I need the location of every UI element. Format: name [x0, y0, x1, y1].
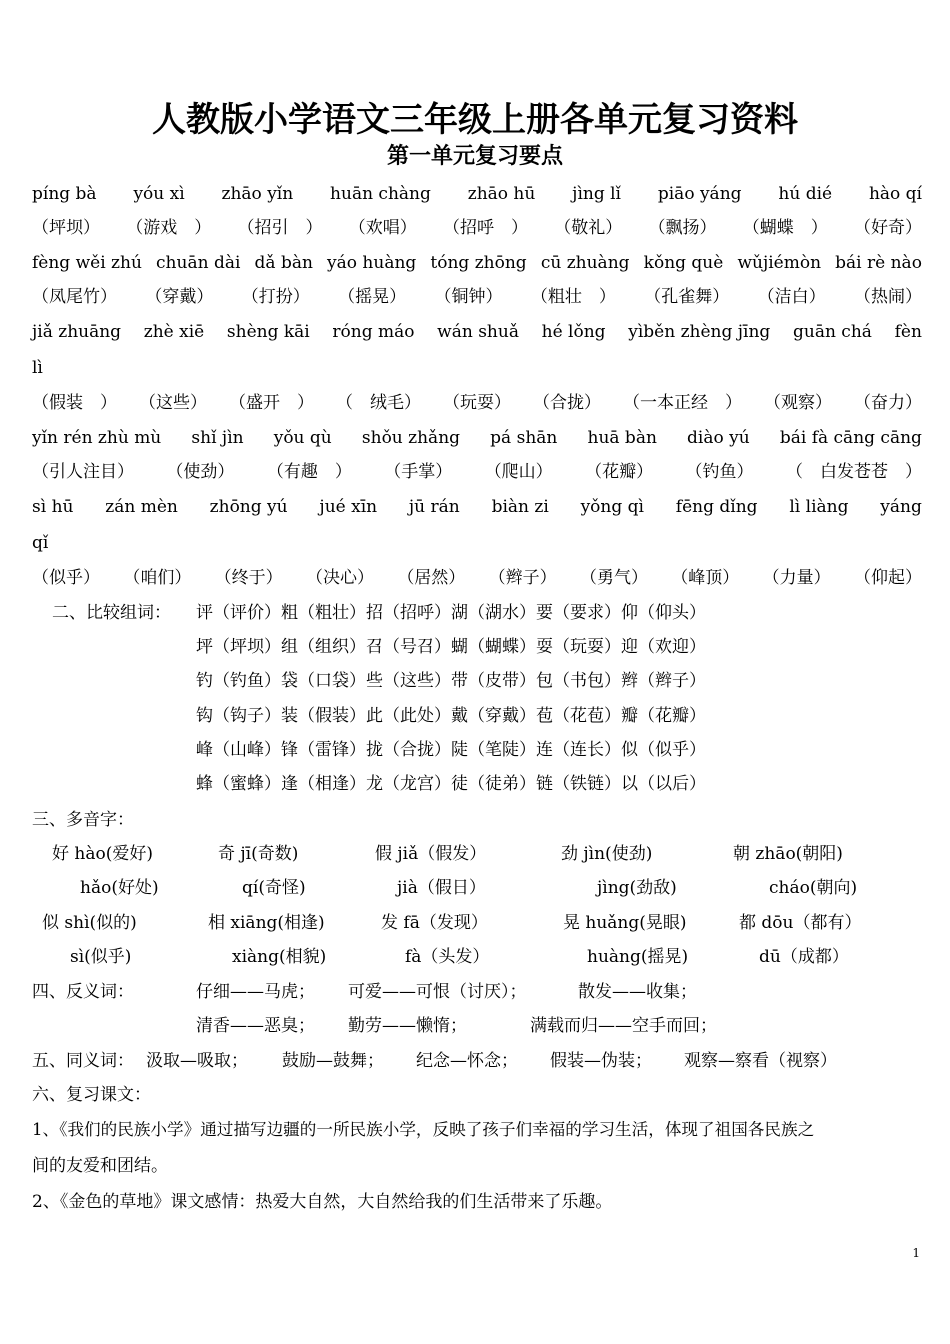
vocab-word: （蝴蝶 ）: [742, 218, 828, 238]
vocab-word: （热闹）: [854, 287, 922, 307]
polyphone-item: huàng(摇晃): [587, 947, 689, 967]
vocab-word: （摇晃）: [338, 287, 407, 307]
review-paragraph: 2、《金色的草地》课文感情：热爱大自然，大自然给我的们生活带来了乐趣。: [32, 1192, 613, 1212]
pinyin-text: fèng wěi zhú: [32, 253, 142, 273]
vocab-word: （铜钟）: [434, 287, 503, 307]
vocab-word: （假装 ）: [32, 393, 117, 413]
vocab-word: （合拢）: [533, 393, 601, 413]
polyphone-item: 朝 zhāo(朝阳): [733, 844, 843, 864]
synonym-item: 鼓励—鼓舞；: [282, 1051, 384, 1071]
pinyin-text: jiǎ zhuāng: [32, 322, 122, 342]
vocab-word: （粗壮 ）: [530, 287, 616, 307]
word-row: [32, 562, 922, 594]
compare-row: 钓（钓鱼）袋（口袋）些（这些）带（皮带）包（书包）辫（辫子）: [196, 671, 706, 691]
pinyin-text: fēng dǐng: [675, 497, 758, 517]
vocab-word: （花瓣）: [585, 462, 654, 482]
vocab-word: （打扮）: [241, 287, 310, 307]
polyphone-item: cháo(朝向): [769, 878, 858, 898]
pinyin-text: zhōng yú: [209, 497, 288, 517]
antonym-item: 清香——恶臭；: [196, 1016, 315, 1036]
pinyin-text: zhāo hū: [467, 184, 536, 204]
review-label: 六、复习课文：: [32, 1085, 151, 1105]
unit-subtitle: 第一单元复习要点: [386, 143, 563, 169]
pinyin-text: biàn zi: [491, 497, 549, 517]
vocab-word: （峰顶）: [671, 568, 740, 588]
vocab-word: （游戏 ）: [126, 218, 212, 238]
pinyin-text: jū rán: [408, 497, 460, 517]
pinyin-text: qǐ: [32, 533, 49, 553]
polyphone-item: 劲 jìn(使劲): [561, 844, 653, 864]
synonym-item: 假装—伪装；: [550, 1051, 652, 1071]
vocab-word: （ 绒毛）: [336, 393, 421, 413]
pinyin-text: jué xīn: [319, 497, 378, 517]
polyphone-item: 假 jiǎ（假发）: [375, 844, 487, 864]
compare-label: 二、比较组词：: [52, 603, 171, 623]
pinyin-row: [32, 178, 922, 210]
pinyin-text: bái fà cāng cāng: [779, 428, 922, 448]
vocab-word: （咱们）: [123, 568, 192, 588]
pinyin-row: [32, 422, 922, 454]
polyphone-item: dū（成都）: [759, 947, 849, 967]
vocab-word: （奋力）: [854, 393, 922, 413]
pinyin-text: fèn: [894, 322, 922, 342]
polyphone-item: 发 fā（发现）: [381, 913, 488, 933]
synonym-item: 纪念—怀念；: [416, 1051, 518, 1071]
antonym-label: 四、反义词：: [32, 982, 134, 1002]
pinyin-text: róng máo: [332, 322, 415, 342]
vocab-word: （勇气）: [579, 568, 648, 588]
pinyin-text: chuān dài: [156, 253, 241, 273]
pinyin-text: yǒu qù: [273, 428, 332, 448]
polyphone-item: 似 shì(似的): [42, 913, 137, 933]
pinyin-text: wǔjiémòn: [737, 253, 822, 273]
pinyin-row: [32, 316, 922, 348]
pinyin-text: kǒng què: [643, 253, 724, 273]
polyphone-item: sì(似乎): [70, 947, 132, 967]
pinyin-text: yǐn rén zhù mù: [32, 428, 162, 448]
pinyin-text: shǐ jìn: [191, 428, 244, 448]
word-row: [32, 456, 922, 488]
polyphone-item: 奇 jī(奇数): [218, 844, 299, 864]
pinyin-text: huān chàng: [330, 184, 431, 204]
vocab-word: （居然）: [397, 568, 466, 588]
antonym-item: 仔细——马虎；: [196, 982, 315, 1002]
compare-row: 钩（钩子）装（假装）此（此处）戴（穿戴）苞（花苞）瓣（花瓣）: [196, 706, 706, 726]
vocab-word: （有趣 ）: [266, 462, 352, 482]
pinyin-text: zán mèn: [105, 497, 178, 517]
compare-row: 坪（坪坝）组（组织）召（号召）蝴（蝴蝶）耍（玩耍）迎（欢迎）: [196, 637, 706, 657]
pinyin-text: piāo yáng: [657, 184, 742, 204]
polyphone-item: 都 dōu（都有）: [739, 913, 862, 933]
polyphone-item: hǎo(好处): [80, 878, 159, 898]
vocab-word: （一本正经 ）: [623, 393, 742, 413]
vocab-word: （ 白发苍苍 ）: [785, 462, 922, 482]
pinyin-text: zhè xiē: [143, 322, 205, 342]
antonym-item: 勤劳——懒惰；: [348, 1016, 467, 1036]
pinyin-text: yóu xì: [133, 184, 185, 204]
pinyin-text: cū zhuàng: [540, 253, 630, 273]
vocab-word: （仰起）: [853, 568, 922, 588]
pinyin-row: [32, 491, 922, 523]
antonym-item: 满载而归——空手而回；: [530, 1016, 717, 1036]
word-row: [32, 281, 922, 313]
synonym-item: 观察—察看（视察）: [684, 1051, 837, 1071]
synonym-item: 汲取—吸取；: [146, 1051, 248, 1071]
vocab-word: （玩耍）: [443, 393, 511, 413]
page-number: 1: [912, 1246, 920, 1260]
review-paragraph: 1、《我们的民族小学》通过描写边疆的一所民族小学，反映了孩子们幸福的学习生活，体现了祖国各民族之: [32, 1120, 815, 1139]
review-paragraph-cont: 间的友爱和团结。: [32, 1156, 168, 1176]
polyphone-item: qí(奇怪): [242, 878, 306, 898]
vocab-word: （使劲）: [166, 462, 235, 482]
polyphone-item: 相 xiāng(相逢): [208, 913, 325, 933]
vocab-word: （飘扬）: [648, 218, 717, 238]
pinyin-text: tóng zhōng: [430, 253, 527, 273]
pinyin-text: yáng: [880, 497, 922, 517]
vocab-word: （敬礼）: [554, 218, 623, 238]
vocab-word: （引人注目）: [32, 462, 134, 482]
pinyin-text: pá shān: [490, 428, 558, 448]
synonym-label: 五、同义词：: [32, 1051, 134, 1071]
polyphone-item: 好 hào(爱好): [52, 844, 153, 864]
pinyin-row-cont: [32, 352, 922, 384]
vocab-word: （欢唱）: [348, 218, 417, 238]
pinyin-text: shǒu zhǎng: [361, 428, 461, 448]
pinyin-text: lì liàng: [789, 497, 849, 517]
polyphone-item: jià（假日）: [397, 878, 486, 898]
pinyin-text: hú dié: [778, 184, 833, 204]
pinyin-text: diào yú: [687, 428, 750, 448]
compare-row: 蜂（蜜蜂）逢（相逢）龙（龙宫）徒（徒弟）链（铁链）以（以后）: [196, 774, 706, 794]
page-title: 人教版小学语文三年级上册各单元复习资料: [152, 100, 798, 140]
pinyin-text: yáo huàng: [327, 253, 417, 273]
antonym-item: 散发——收集；: [578, 982, 697, 1002]
vocab-word: （凤尾竹）: [32, 287, 117, 307]
antonym-item: 可爱——可恨（讨厌）；: [348, 982, 527, 1002]
pinyin-row: [32, 247, 922, 279]
vocab-word: （招引 ）: [237, 218, 323, 238]
word-row: [32, 212, 922, 244]
vocab-word: （穿戴）: [145, 287, 214, 307]
pinyin-row-cont: [32, 527, 922, 559]
compare-row: 评（评价）粗（粗壮）招（招呼）湖（湖水）要（要求）仰（仰头）: [196, 603, 706, 623]
vocab-word: （好奇）: [854, 218, 922, 238]
polyphone-label: 三、多音字：: [32, 810, 134, 830]
vocab-word: （这些）: [139, 393, 207, 413]
vocab-word: （坪坝）: [32, 218, 100, 238]
vocab-word: （似乎）: [32, 568, 100, 588]
pinyin-text: hé lǒng: [541, 322, 606, 342]
pinyin-text: bái rè nào: [835, 253, 922, 273]
vocab-word: （钓鱼）: [685, 462, 754, 482]
vocab-word: （决心）: [305, 568, 374, 588]
vocab-word: （力量）: [762, 568, 831, 588]
word-row: [32, 387, 922, 419]
pinyin-text: dǎ bàn: [254, 253, 313, 273]
pinyin-text: lì: [32, 358, 43, 378]
vocab-word: （手掌）: [384, 462, 453, 482]
pinyin-text: shèng kāi: [226, 322, 310, 342]
vocab-word: （观察）: [764, 393, 832, 413]
vocab-word: （盛开 ）: [229, 393, 314, 413]
compare-row: 峰（山峰）锋（雷锋）拢（合拢）陡（笔陡）连（连长）似（似乎）: [196, 740, 706, 760]
polyphone-item: xiàng(相貌): [232, 947, 327, 967]
vocab-word: （终于）: [214, 568, 283, 588]
pinyin-text: sì hū: [32, 497, 74, 517]
polyphone-item: fà（头发）: [405, 947, 490, 967]
vocab-word: （爬山）: [484, 462, 553, 482]
polyphone-item: jìng(劲敌): [597, 878, 677, 898]
pinyin-text: yìběn zhèng jīng: [628, 322, 771, 342]
pinyin-text: hào qí: [868, 184, 922, 204]
vocab-word: （辫子）: [488, 568, 557, 588]
vocab-word: （孔雀舞）: [644, 287, 730, 307]
vocab-word: （招呼 ）: [443, 218, 528, 238]
pinyin-text: jìng lǐ: [572, 184, 621, 204]
polyphone-item: 晃 huǎng(晃眼): [563, 913, 687, 933]
pinyin-text: huā bàn: [587, 428, 657, 448]
pinyin-text: wán shuǎ: [437, 322, 519, 342]
pinyin-text: yǒng qì: [580, 497, 644, 517]
pinyin-text: píng bà: [32, 184, 97, 204]
pinyin-text: zhāo yǐn: [221, 184, 294, 204]
pinyin-text: guān chá: [792, 322, 872, 342]
vocab-word: （洁白）: [757, 287, 826, 307]
